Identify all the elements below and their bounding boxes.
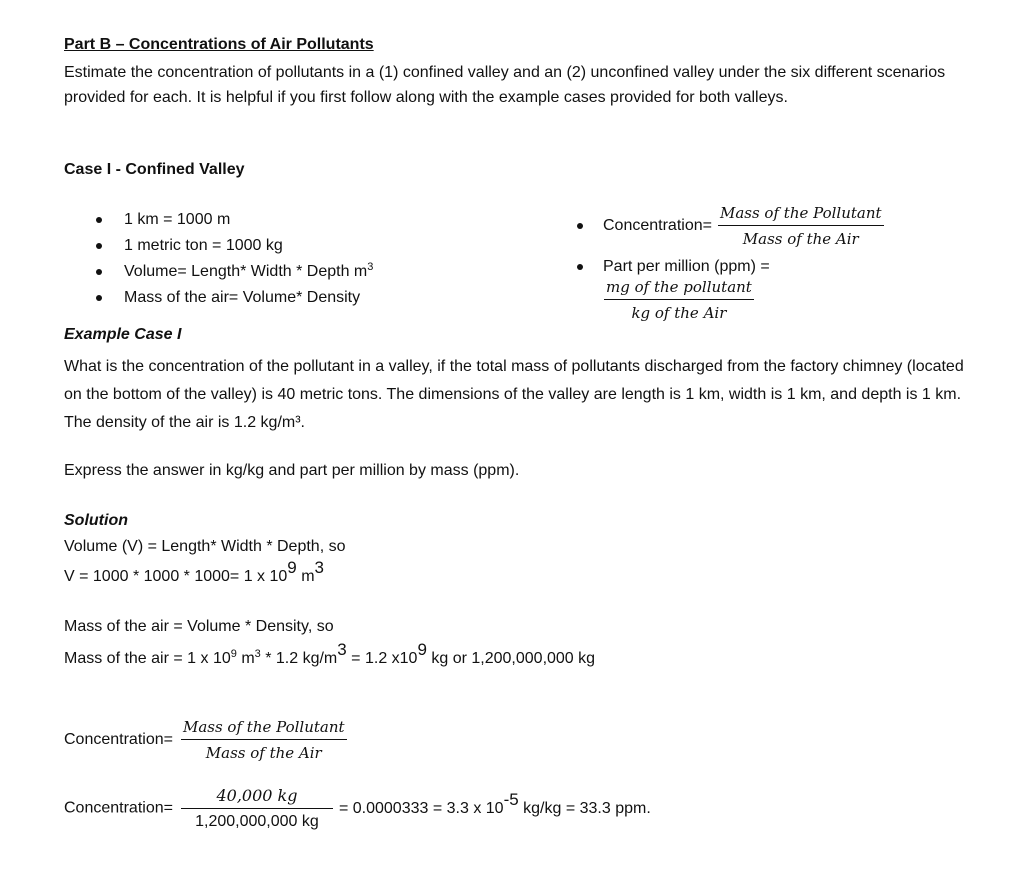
- bullet-text: 1 km = 1000 m: [124, 211, 231, 228]
- exponent: 9: [287, 558, 297, 577]
- ppm-definition: [577, 258, 770, 276]
- exponent: 9: [417, 640, 427, 659]
- concentration-fraction: [718, 204, 884, 248]
- exponent: 3: [337, 640, 347, 659]
- bullet-text: 1 metric ton = 1000 kg: [124, 237, 283, 254]
- ppm-frac: [604, 278, 754, 322]
- result-equation: [338, 789, 651, 817]
- list-item: [96, 233, 373, 259]
- example-paragraph: What is the concentration of the pollutant in a valley, if the total mass of pollutants discharged from the factory chimney (located on the bottom of the valley) is 40 metric tons. The dimensions of the valley are length is 1 km, width is 1 km, and depth is 1 km. The density of the air is 1.2 kg/m³.: [64, 358, 964, 431]
- volume-formula-line: Volume (V) = Length* Width * Depth, so: [64, 538, 346, 555]
- calc-text: Mass of the air = 1 x 10: [64, 650, 231, 667]
- exponent: 3: [314, 558, 325, 577]
- volume-calculation: [64, 558, 325, 586]
- fraction-denominator: 1,200,000,000 kg: [195, 813, 319, 830]
- list-item: [96, 207, 373, 233]
- concentration-definition: [577, 204, 884, 248]
- calc-text: V = 1000 * 1000 * 1000= 1 x 10: [64, 568, 288, 585]
- part-title: Part B – Concentrations of Air Pollutants: [64, 36, 374, 53]
- exponent: 9: [230, 648, 237, 660]
- solution-heading: Solution: [64, 512, 128, 529]
- fraction-denominator: Mass of the Air: [742, 230, 859, 248]
- mass-formula-line: Mass of the air = Volume * Density, so: [64, 618, 334, 635]
- bullet-dot: [577, 223, 583, 229]
- concentration-label: Concentration=: [603, 217, 712, 234]
- case-heading: Case I - Confined Valley: [64, 161, 245, 178]
- concentration-label: Concentration=: [64, 799, 173, 817]
- result-fraction: [181, 786, 333, 831]
- calc-text: m: [236, 650, 255, 667]
- intro-paragraph: Estimate the concentration of pollutants in a (1) confined valley and an (2) unconfined valley under the six different scenarios provided for each. It is helpful if you first follow along with the example cases provided for both valleys.: [64, 64, 946, 106]
- calc-unit: m: [296, 568, 315, 585]
- ppm-label: Part per million (ppm) =: [603, 258, 770, 275]
- fraction-numerator: 40,000 kg: [181, 786, 333, 809]
- fraction-numerator: mg of the pollutant: [604, 278, 754, 300]
- concentration-formula: [64, 718, 347, 762]
- calc-text: * 1.2 kg/m: [260, 650, 338, 667]
- concentration-result: [64, 786, 651, 831]
- concentration-fraction: [181, 718, 347, 762]
- fraction-numerator: Mass of the Pollutant: [718, 204, 884, 226]
- bullet-dot: [577, 264, 583, 270]
- ppm-fraction: [604, 278, 754, 322]
- volume-unit-exponent: 3: [367, 261, 374, 273]
- exponent: -5: [503, 789, 519, 809]
- definitions-list: [96, 207, 373, 311]
- calc-text: kg or 1,200,000,000 kg: [426, 650, 596, 667]
- bullet-text: Volume= Length* Width * Depth m: [124, 263, 368, 280]
- result-text: = 0.0000333 = 3.3 x 10: [338, 799, 504, 817]
- fraction-numerator: Mass of the Pollutant: [181, 718, 347, 740]
- fraction-denominator: Mass of the Air: [205, 744, 322, 762]
- fraction-denominator: kg of the Air: [631, 304, 727, 322]
- result-text: kg/kg = 33.3 ppm.: [518, 799, 651, 817]
- mass-calculation: [64, 640, 596, 668]
- bullet-text: Mass of the air= Volume* Density: [124, 289, 361, 306]
- concentration-label: Concentration=: [64, 731, 173, 748]
- list-item: [96, 285, 373, 311]
- exponent: 3: [254, 648, 261, 660]
- express-instruction: Express the answer in kg/kg and part per million by mass (ppm).: [64, 462, 520, 479]
- list-item: [96, 259, 373, 285]
- calc-text: = 1.2 x10: [346, 650, 418, 667]
- example-heading: Example Case I: [64, 326, 182, 343]
